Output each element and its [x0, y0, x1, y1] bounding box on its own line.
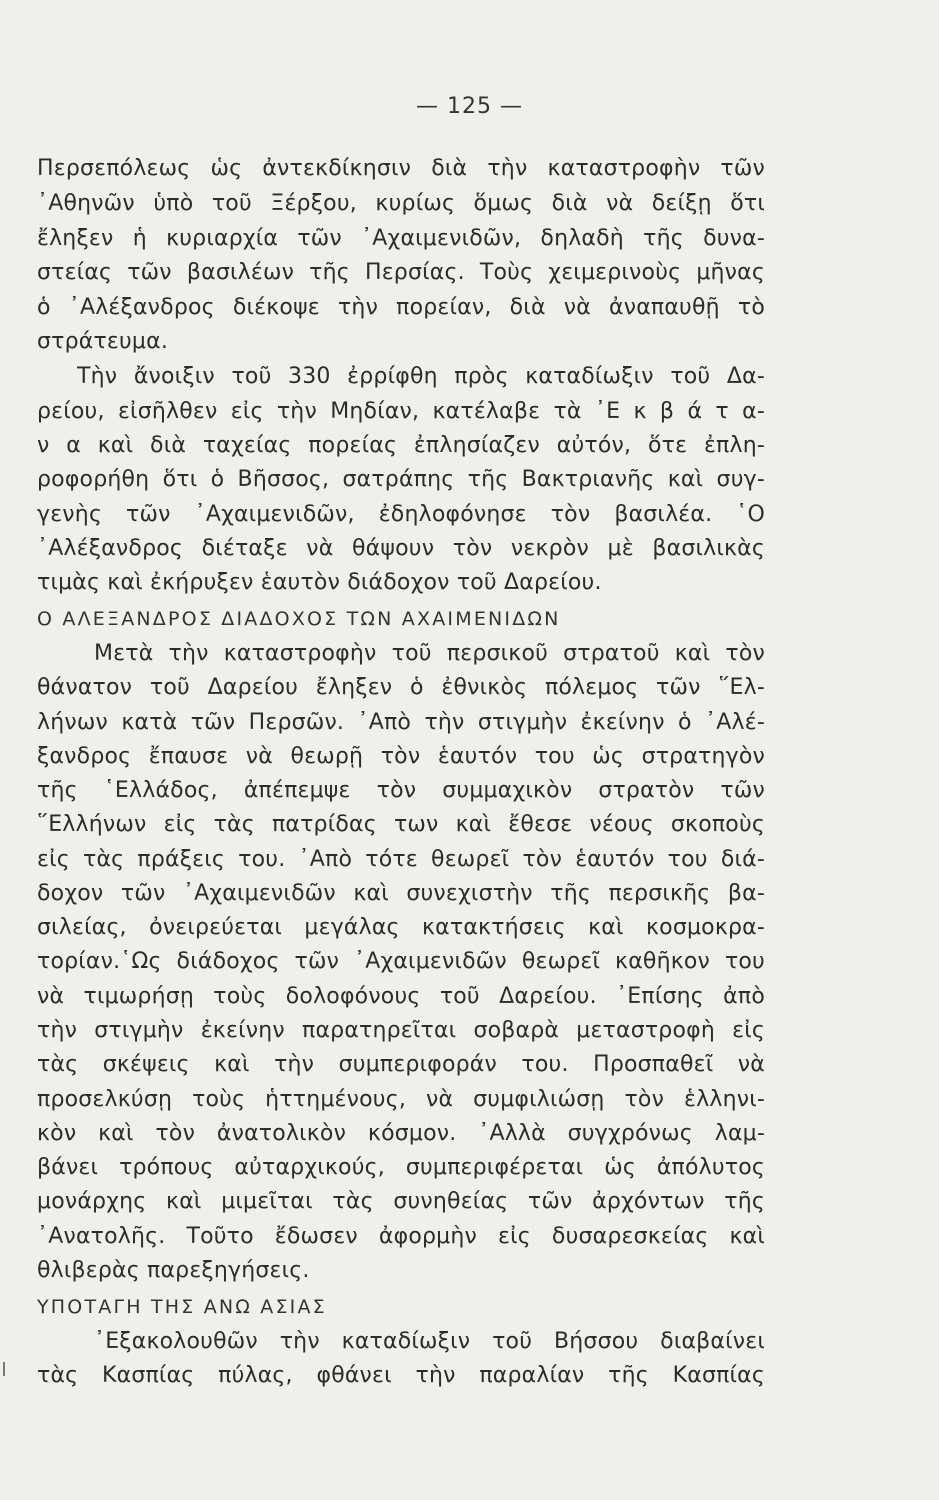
- text-line: Περσεπόλεως ὡς ἀντεκδίκησιν διὰ τὴν καταστροφὴν τῶν: [37, 156, 765, 181]
- text-line: Μετὰ τὴν καταστροφὴν τοῦ περσικοῦ στρατοῦ καὶ τὸν: [94, 641, 765, 666]
- text-line: στείας τῶν βασιλέων τῆς Περσίας. Τοὺς χειμερινοὺς μῆνας: [37, 260, 765, 285]
- paper-speck: [3, 1362, 5, 1376]
- text-line: Τὴν ἄνοιξιν τοῦ 330 ἐρρίφθη πρὸς καταδίωξιν τοῦ Δα-: [77, 364, 765, 389]
- text-line: δοχον τῶν ᾿Αχαιμενιδῶν καὶ συνεχιστὴν τῆς περσικῆς βα-: [37, 881, 765, 906]
- page-number: — 125 —: [416, 94, 523, 119]
- text-line: τιμὰς καὶ ἐκήρυξεν ἑαυτὸν διάδοχον τοῦ Δαρείου.: [37, 570, 602, 595]
- text-line: ἔληξεν ἡ κυριαρχία τῶν ᾿Αχαιμενιδῶν, δηλαδὴ τῆς δυνα-: [37, 226, 765, 251]
- text-line: ᾿Αλέξανδρος διέταξε νὰ θάψουν τὸν νεκρὸν μὲ βασιλικὰς: [37, 536, 765, 561]
- text-line: ν α καὶ διὰ ταχείας πορείας ἐπλησίαζεν αὐτόν, ὅτε ἐπλη-: [37, 433, 765, 458]
- text-line: ροφορήθη ὅτι ὁ Βῆσσος, σατράπης τῆς Βακτριανῆς καὶ συγ-: [37, 467, 765, 492]
- text-line: τῆς ῾Ελλάδος, ἀπέπεμψε τὸν συμμαχικὸν στρατὸν τῶν: [37, 778, 765, 803]
- text-line: ᾿Αθηνῶν ὑπὸ τοῦ Ξέρξου, κυρίως ὅμως διὰ νὰ δείξῃ ὅτι: [37, 191, 765, 216]
- text-line: εἰς τὰς πράξεις του. ᾿Απὸ τότε θεωρεῖ τὸν ἑαυτόν του διά-: [37, 847, 765, 872]
- text-line: ᾿Ανατολῆς. Τοῦτο ἔδωσεν ἀφορμὴν εἰς δυσαρεσκείας καὶ: [37, 1224, 765, 1249]
- text-line: στράτευμα.: [37, 329, 169, 354]
- text-line: βάνει τρόπους αὐταρχικούς, συμπεριφέρεται ὡς ἀπόλυτος: [37, 1155, 765, 1180]
- text-line: νὰ τιμωρήσῃ τοὺς δολοφόνους τοῦ Δαρείου. ᾿Επίσης ἀπὸ: [37, 984, 765, 1009]
- section-heading: ΥΠΟΤΑΓΗ ΤΗΣ ΑΝΩ ΑΣΙΑΣ: [37, 1296, 327, 1318]
- text-line: σιλείας, ὀνειρεύεται μεγάλας κατακτήσεις καὶ κοσμοκρα-: [37, 915, 765, 940]
- section-heading: Ο ΑΛΕΞΑΝΔΡΟΣ ΔΙΑΔΟΧΟΣ ΤΩΝ ΑΧΑΙΜΕΝΙΔΩΝ: [37, 608, 561, 630]
- text-line: λήνων κατὰ τῶν Περσῶν. ᾿Απὸ τὴν στιγμὴν ἐκείνην ὁ ᾿Αλέ-: [37, 710, 765, 735]
- text-line: προσελκύσῃ τοὺς ἡττημένους, νὰ συμφιλιώσῃ τὸν ἑλληνι-: [37, 1087, 765, 1112]
- text-line: ῞Ελλήνων εἰς τὰς πατρίδας των καὶ ἔθεσε νέους σκοποὺς: [37, 812, 765, 837]
- text-line: τὰς Κασπίας πύλας, φθάνει τὴν παραλίαν τῆς Κασπίας: [37, 1363, 765, 1388]
- text-line: τορίαν.῾Ως διάδοχος τῶν ᾿Αχαιμενιδῶν θεωρεῖ καθῆκον του: [37, 949, 765, 974]
- text-line: θάνατον τοῦ Δαρείου ἔληξεν ὁ ἐθνικὸς πόλεμος τῶν ῞Ελ-: [37, 675, 765, 700]
- text-line: ξανδρος ἔπαυσε νὰ θεωρῇ τὸν ἑαυτόν του ὡς στρατηγὸν: [37, 744, 765, 769]
- text-line: μονάρχης καὶ μιμεῖται τὰς συνηθείας τῶν ἀρχόντων τῆς: [37, 1189, 765, 1214]
- text-line: τὰς σκέψεις καὶ τὴν συμπεριφοράν του. Προσπαθεῖ νὰ: [37, 1052, 765, 1077]
- text-line: ὁ ᾿Αλέξανδρος διέκοψε τὴν πορείαν, διὰ νὰ ἀναπαυθῇ τὸ: [37, 295, 765, 320]
- text-line: γενὴς τῶν ᾿Αχαιμενιδῶν, ἐδηλοφόνησε τὸν βασιλέα. ῾Ο: [37, 502, 765, 527]
- text-line: θλιβερὰς παρεξηγήσεις.: [37, 1258, 310, 1283]
- text-line: ρείου, εἰσῆλθεν εἰς τὴν Μηδίαν, κατέλαβε τὰ ᾿Ε κ β ά τ α-: [37, 399, 765, 424]
- text-line: κὸν καὶ τὸν ἀνατολικὸν κόσμον. ᾿Αλλὰ συγχρόνως λαμ-: [37, 1121, 765, 1146]
- text-line: τὴν στιγμὴν ἐκείνην παρατηρεῖται σοβαρὰ μεταστροφὴ εἰς: [37, 1018, 765, 1043]
- text-line: ᾿Εξακολουθῶν τὴν καταδίωξιν τοῦ Βήσσου διαβαίνει: [94, 1329, 765, 1354]
